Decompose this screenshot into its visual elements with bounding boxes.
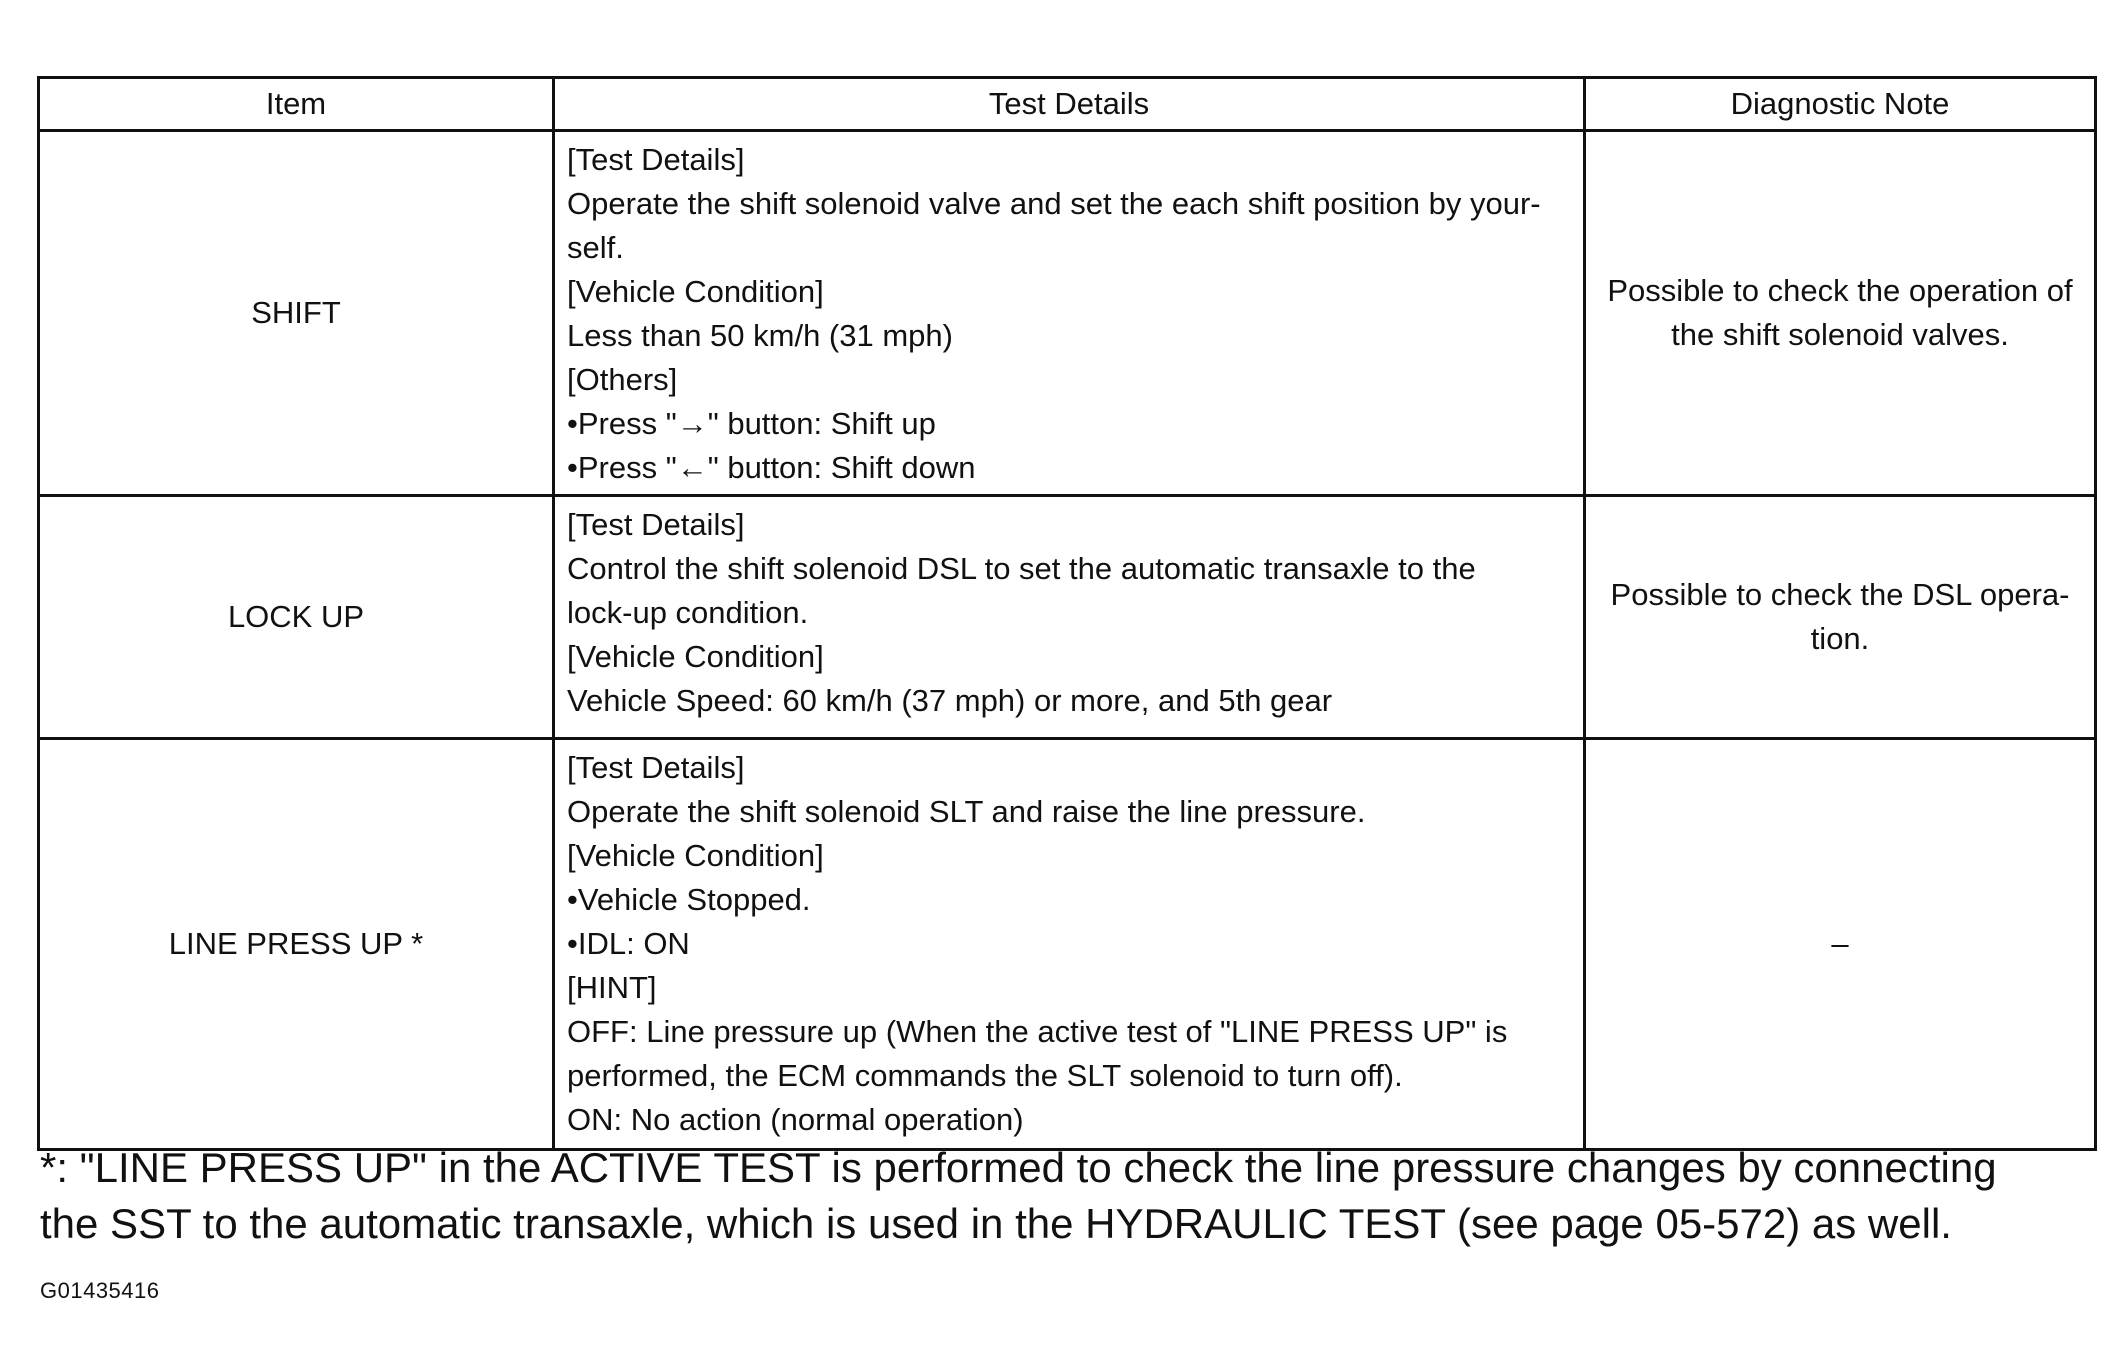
details-line: [Vehicle Condition] (567, 838, 824, 873)
details-line: •IDL: ON (567, 926, 690, 961)
table-row-shift (39, 131, 2096, 496)
details-line: self. (567, 230, 624, 265)
details-line: •Press "→" button: Shift up (567, 406, 936, 441)
details-cell (554, 131, 1585, 496)
details-line: [Test Details] (567, 507, 745, 542)
footnote-line: *: "LINE PRESS UP" in the ACTIVE TEST is performed to check the line pressure changes by connecting (40, 1144, 1997, 1191)
details-cell (554, 496, 1585, 739)
header-diagnostic-note: Diagnostic Note (1585, 78, 2096, 131)
item-cell: LINE PRESS UP * (39, 739, 554, 1150)
header-item: Item (39, 78, 554, 131)
details-line: •Press "←" button: Shift down (567, 450, 976, 485)
table-row-line-press-up (39, 739, 2096, 1150)
details-line: Operate the shift solenoid valve and set the each shift position by your- (567, 186, 1541, 221)
item-cell: SHIFT (39, 131, 554, 496)
details-line: Vehicle Speed: 60 km/h (37 mph) or more, and 5th gear (567, 683, 1333, 718)
details-line: [Vehicle Condition] (567, 274, 824, 309)
details-line: •Vehicle Stopped. (567, 882, 811, 917)
table-header-row (39, 78, 2096, 131)
details-line: ON: No action (normal operation) (567, 1102, 1024, 1137)
figure-id: G01435416 (40, 1278, 160, 1303)
details-line: lock-up condition. (567, 595, 809, 630)
details-line: Less than 50 km/h (31 mph) (567, 318, 953, 353)
details-line: Control the shift solenoid DSL to set the automatic transaxle to the (567, 551, 1476, 586)
item-cell: LOCK UP (39, 496, 554, 739)
details-line: [Others] (567, 362, 678, 397)
details-cell (554, 739, 1585, 1150)
details-line: [Test Details] (567, 750, 745, 785)
details-line: [Vehicle Condition] (567, 639, 824, 674)
footnote (40, 1140, 2100, 1252)
note-cell (1585, 739, 2096, 1150)
note-cell (1585, 131, 2096, 496)
details-line: OFF: Line pressure up (When the active test of "LINE PRESS UP" is (567, 1014, 1508, 1049)
active-test-table (37, 76, 2097, 1151)
header-test-details: Test Details (554, 78, 1585, 131)
diagnostic-note-text: – (1831, 926, 1849, 961)
details-line: Operate the shift solenoid SLT and raise the line pressure. (567, 794, 1366, 829)
diagnostic-note-text: Possible to check the DSL opera- tion. (1610, 577, 2070, 656)
diagnostic-note-text: Possible to check the operation of the shift solenoid valves. (1607, 273, 2073, 352)
details-line: [Test Details] (567, 142, 745, 177)
details-line: [HINT] (567, 970, 657, 1005)
table-row-lock-up (39, 496, 2096, 739)
details-line: performed, the ECM commands the SLT solenoid to turn off). (567, 1058, 1403, 1093)
note-cell (1585, 496, 2096, 739)
footnote-line: the SST to the automatic transaxle, which is used in the HYDRAULIC TEST (see page 05-572) as well. (40, 1200, 1952, 1247)
